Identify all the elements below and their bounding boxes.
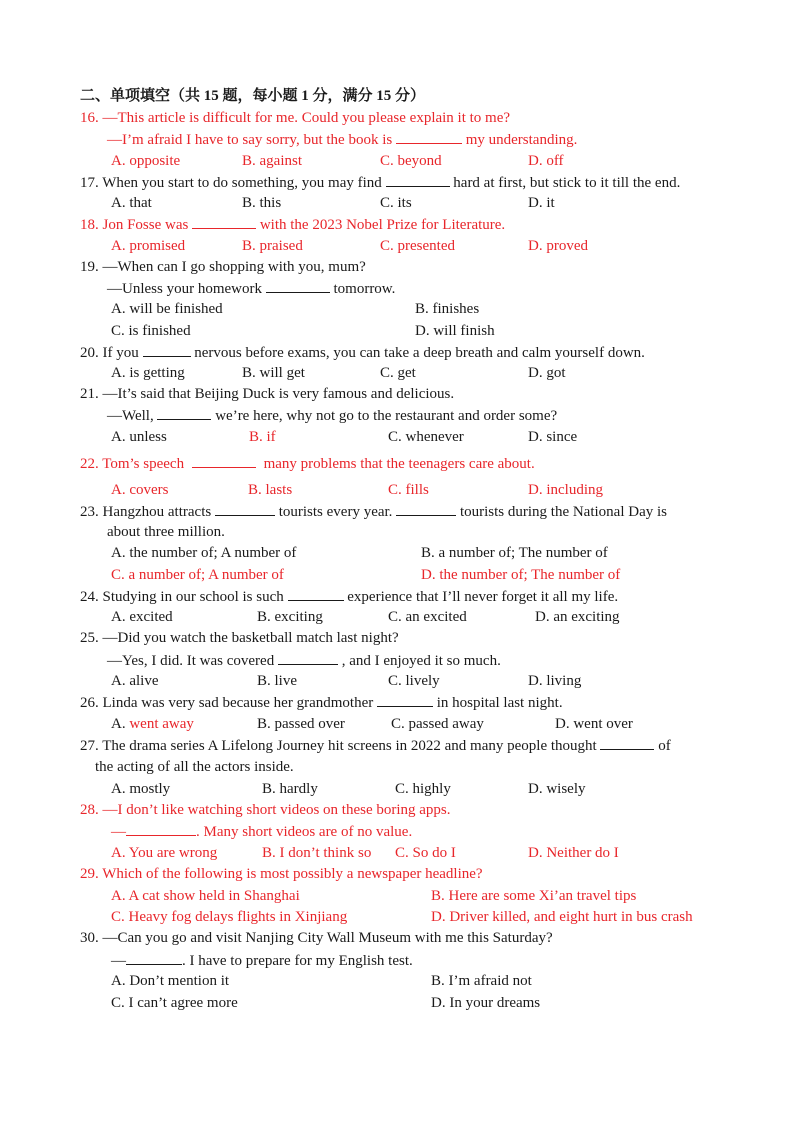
q22-text-a: 22. Tom’s speech [80, 456, 185, 472]
q28-blank [126, 821, 196, 836]
q23-blank-1 [215, 501, 275, 516]
q25-line2 [107, 650, 501, 671]
q17-option-b[interactable]: B. this [242, 195, 282, 211]
q22-option-d[interactable]: D. including [528, 482, 603, 498]
q18-blank [192, 214, 256, 229]
q24-option-c[interactable]: C. an excited [388, 609, 467, 625]
q29-option-b[interactable]: B. Here are some Xi’an travel tips [431, 888, 637, 904]
q28-text-a: — [111, 824, 126, 840]
q25-blank [278, 650, 338, 665]
q23-blank-2 [396, 501, 456, 516]
q30-option-d[interactable]: D. In your dreams [431, 995, 541, 1011]
q18-option-a[interactable]: A. promised [111, 238, 186, 254]
q25-option-b[interactable]: B. live [257, 673, 297, 689]
q21-stem: 21. —It’s said that Beijing Duck is very famous and delicious. [80, 386, 455, 402]
q25-stem: 25. —Did you watch the basketball match last night? [80, 630, 399, 646]
q21-line2 [107, 405, 557, 426]
q16-option-b[interactable]: B. against [242, 153, 302, 169]
q30-option-b[interactable]: B. I’m afraid not [431, 973, 532, 989]
section-title: 二、单项填空（共 15 题，每小题 1 分，满分 15 分） [80, 88, 426, 104]
q16-stem: 16. —This article is difficult for me. Could you please explain it to me? [80, 110, 511, 126]
q18-text-a: 18. Jon Fosse was [80, 217, 189, 233]
q27-option-a[interactable]: A. mostly [111, 781, 171, 797]
q27-option-c[interactable]: C. highly [395, 781, 451, 797]
q24-blank [288, 586, 344, 601]
q24-stem [80, 586, 618, 607]
q18-option-b[interactable]: B. praised [242, 238, 303, 254]
q21-text-b: we’re here, why not go to the restaurant and order some? [215, 408, 558, 424]
q17-blank [386, 172, 450, 187]
q17-text-a: 17. When you start to do something, you may find [80, 175, 382, 191]
q22-text-b: many problems that the teenagers care about. [263, 456, 535, 472]
q19-option-a[interactable]: A. will be finished [111, 301, 223, 317]
q16-line2 [107, 129, 577, 150]
q30-line2 [111, 950, 413, 971]
q25-text-b: , and I enjoyed it so much. [341, 653, 501, 669]
q28-option-d[interactable]: D. Neither do I [528, 845, 619, 861]
q24-option-b[interactable]: B. exciting [257, 609, 323, 625]
q28-line2 [111, 821, 412, 842]
q20-blank [143, 342, 191, 357]
q27-text-b: of [658, 738, 671, 754]
q27-option-d[interactable]: D. wisely [528, 781, 586, 797]
q16-option-d[interactable]: D. off [528, 153, 564, 169]
q26-option-a-prefix: A. [111, 716, 126, 732]
q28-stem: 28. —I don’t like watching short videos on these boring apps. [80, 802, 451, 818]
q23-text-c: tourists during the National Day is [459, 504, 667, 520]
q30-option-c[interactable]: C. I can’t agree more [111, 995, 238, 1011]
q29-option-a[interactable]: A. A cat show held in Shanghai [111, 888, 300, 904]
q26-stem [80, 692, 563, 713]
q21-text-a: —Well, [107, 408, 154, 424]
q20-option-a[interactable]: A. is getting [111, 365, 185, 381]
q23-text-b: tourists every year. [278, 504, 393, 520]
q19-option-c[interactable]: C. is finished [111, 323, 191, 339]
q22-option-b[interactable]: B. lasts [248, 482, 293, 498]
q16-option-a[interactable]: A. opposite [111, 153, 181, 169]
q17-stem [80, 172, 680, 193]
q24-text-a: 24. Studying in our school is such [80, 589, 284, 605]
q24-text-b: experience that I’ll never forget it all my life. [347, 589, 619, 605]
q19-text-b: tomorrow. [333, 281, 396, 297]
q20-option-d[interactable]: D. got [528, 365, 566, 381]
q18-option-d[interactable]: D. proved [528, 238, 588, 254]
q23-option-a[interactable]: A. the number of; A number of [111, 545, 297, 561]
q29-stem: 29. Which of the following is most possibly a newspaper headline? [80, 866, 483, 882]
q18-stem [80, 214, 505, 235]
q19-blank [266, 278, 330, 293]
q24-option-a[interactable]: A. excited [111, 609, 173, 625]
q18-option-c[interactable]: C. presented [380, 238, 455, 254]
q21-option-a[interactable]: A. unless [111, 429, 167, 445]
q27-line2: the acting of all the actors inside. [95, 759, 294, 775]
q21-option-b[interactable]: B. if [249, 429, 276, 445]
q20-text-b: nervous before exams, you can take a deep breath and calm yourself down. [194, 345, 645, 361]
q21-blank [157, 405, 211, 420]
q30-blank [126, 950, 182, 965]
q22-option-a[interactable]: A. covers [111, 482, 169, 498]
q23-stem [80, 501, 667, 522]
q22-stem [80, 453, 535, 474]
q26-option-a[interactable] [111, 714, 194, 734]
q30-text-a: — [111, 953, 126, 969]
q20-text-a: 20. If you [80, 345, 139, 361]
q23-text-a: 23. Hangzhou attracts [80, 504, 212, 520]
q26-text-b: in hospital last night. [436, 695, 563, 711]
q30-stem: 30. —Can you go and visit Nanjing City Wall Museum with me this Saturday? [80, 930, 553, 946]
q17-option-c[interactable]: C. its [380, 195, 412, 211]
q20-option-c[interactable]: C. get [380, 365, 416, 381]
q29-option-c[interactable]: C. Heavy fog delays flights in Xinjiang [111, 909, 348, 925]
q30-text-b: . I have to prepare for my English test. [182, 953, 413, 969]
q26-option-b[interactable]: B. passed over [257, 716, 345, 732]
q28-option-b[interactable]: B. I don’t think so [262, 845, 372, 861]
q26-option-d[interactable]: D. went over [555, 716, 633, 732]
q30-option-a[interactable]: A. Don’t mention it [111, 973, 230, 989]
q25-option-c[interactable]: C. lively [388, 673, 440, 689]
q23-option-b[interactable]: B. a number of; The number of [421, 545, 608, 561]
q16-blank [396, 129, 462, 144]
q26-option-a-text: went away [129, 716, 194, 732]
q27-blank [600, 735, 654, 750]
q19-text-a: —Unless your homework [107, 281, 262, 297]
q19-stem: 19. —When can I go shopping with you, mum? [80, 259, 366, 275]
q28-text-b: . Many short videos are of no value. [196, 824, 413, 840]
q23-option-d[interactable]: D. the number of; The number of [421, 567, 621, 583]
q25-text-a: —Yes, I did. It was covered [107, 653, 275, 669]
q23-option-c[interactable]: C. a number of; A number of [111, 567, 284, 583]
q19-option-b[interactable]: B. finishes [415, 301, 480, 317]
q23-line2: about three million. [107, 524, 225, 540]
q16-text-b: my understanding. [465, 132, 578, 148]
q29-option-d[interactable]: D. Driver killed, and eight hurt in bus crash [431, 909, 693, 925]
q26-text-a: 26. Linda was very sad because her grandmother [80, 695, 374, 711]
q18-text-b: with the 2023 Nobel Prize for Literature. [259, 217, 506, 233]
q17-text-b: hard at first, but stick to it till the end. [453, 175, 681, 191]
q27-stem [80, 735, 671, 756]
q28-option-a[interactable]: A. You are wrong [111, 845, 218, 861]
q17-option-d[interactable]: D. it [528, 195, 555, 211]
q21-option-c[interactable]: C. whenever [388, 429, 464, 445]
q25-option-d[interactable]: D. living [528, 673, 582, 689]
q25-option-a[interactable]: A. alive [111, 673, 159, 689]
q20-option-b[interactable]: B. will get [242, 365, 305, 381]
q21-option-d[interactable]: D. since [528, 429, 578, 445]
q22-option-c[interactable]: C. fills [388, 482, 429, 498]
q26-option-c[interactable]: C. passed away [391, 716, 484, 732]
q20-stem [80, 342, 645, 363]
q16-option-c[interactable]: C. beyond [380, 153, 442, 169]
q17-option-a[interactable]: A. that [111, 195, 152, 211]
q16-text-a: —I’m afraid I have to say sorry, but the book is [107, 132, 393, 148]
q19-line2 [107, 278, 395, 299]
q27-option-b[interactable]: B. hardly [262, 781, 318, 797]
q28-option-c[interactable]: C. So do I [395, 845, 456, 861]
q27-text-a: 27. The drama series A Lifelong Journey hit screens in 2022 and many people thought [80, 738, 597, 754]
q19-option-d[interactable]: D. will finish [415, 323, 495, 339]
q24-option-d[interactable]: D. an exciting [535, 609, 620, 625]
q22-blank [192, 453, 256, 468]
q26-blank [377, 692, 433, 707]
